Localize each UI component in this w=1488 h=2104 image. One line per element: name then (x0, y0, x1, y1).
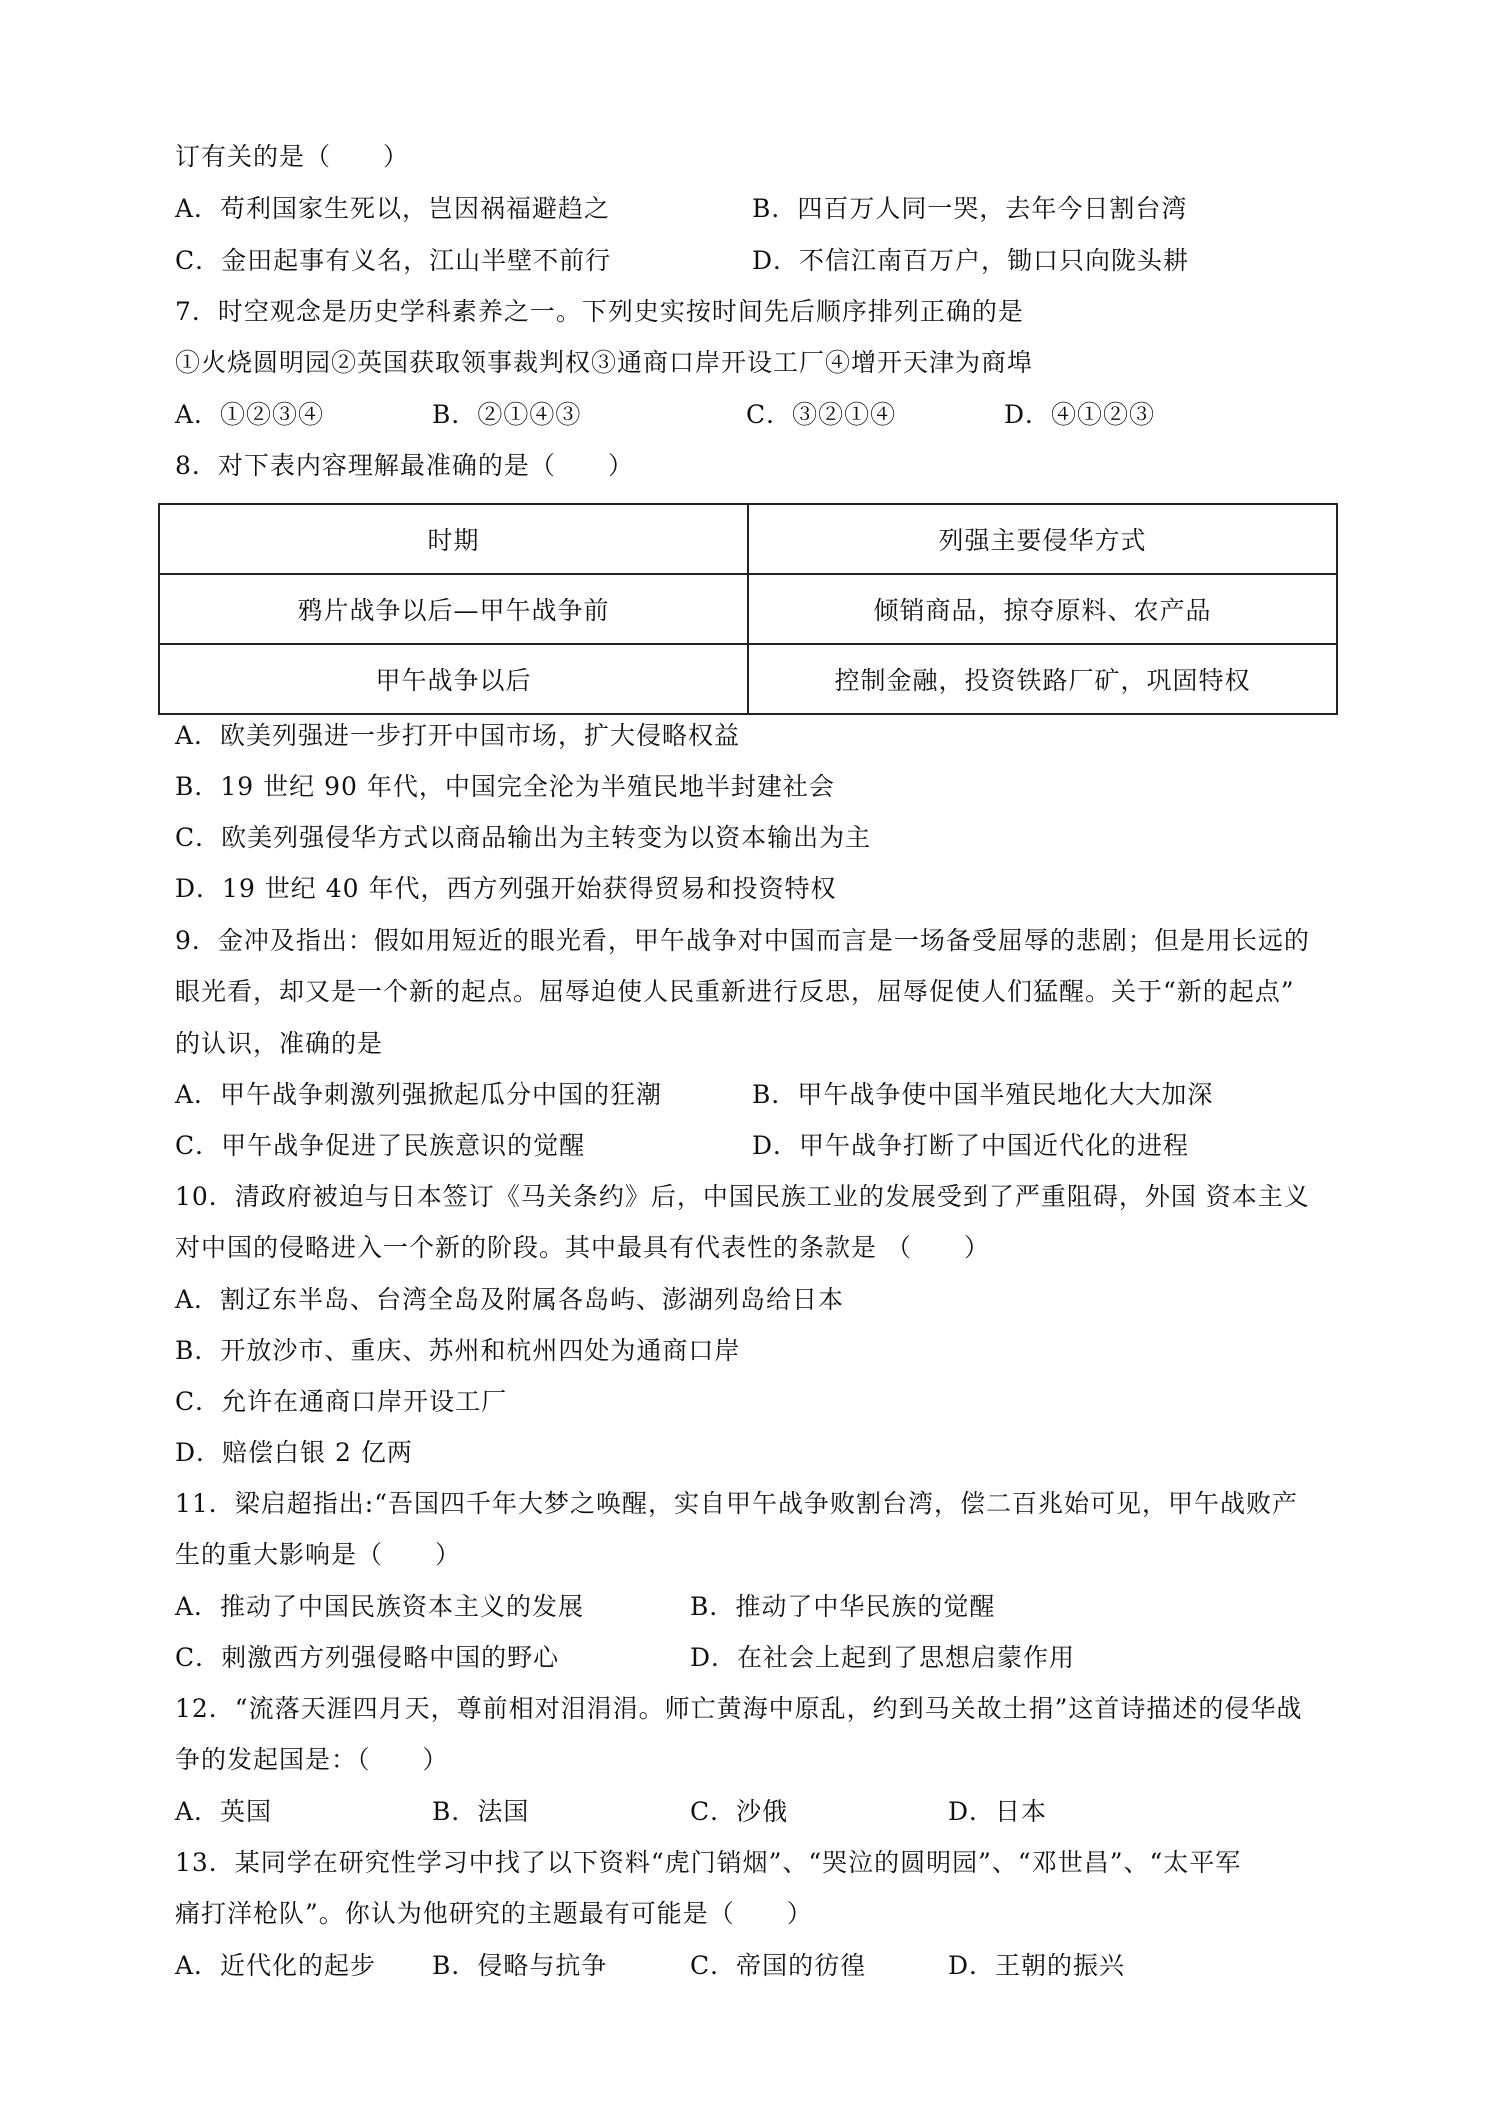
q12-option-c: C．沙俄 (690, 1797, 789, 1826)
q10-stem-line2: 对中国的侵略进入一个新的阶段。其中最具有代表性的条款是 （ ） (175, 1233, 990, 1262)
q7-option-c: C．③②①④ (746, 400, 897, 429)
q8-table (158, 503, 1338, 715)
table-cell: 甲午战争以后 (159, 644, 748, 714)
q11-option-a: A．推动了中国民族资本主义的发展 (175, 1592, 585, 1621)
q11-stem-line1: 11．梁启超指出:“吾国四千年大梦之唤醒，实自甲午战争败割台湾，偿二百兆始可见，甲午战败产 (175, 1489, 1299, 1518)
table-header-cell: 列强主要侵华方式 (748, 504, 1337, 574)
q12-stem-line2: 争的发起国是：（ ） (175, 1745, 449, 1774)
q6-stem-tail: 订有关的是（ ） (175, 142, 410, 171)
table-header-cell: 时期 (159, 504, 748, 574)
q8-option-b: B．19 世纪 90 年代，中国完全沦为半殖民地半封建社会 (175, 772, 835, 801)
q13-option-c: C．帝国的彷徨 (690, 1951, 867, 1980)
q7-option-d: D．④①②③ (1004, 400, 1156, 429)
q7-option-a: A．①②③④ (175, 400, 325, 429)
q12-stem-line1: 12．“流落天涯四月天，尊前相对泪涓涓。师亡黄海中原乱，约到马关故土捐”这首诗描述的侵华战 (175, 1694, 1303, 1723)
q7-option-b: B．②①④③ (432, 400, 582, 429)
q12-option-d: D．日本 (948, 1797, 1048, 1826)
q9-option-d: D．甲午战争打断了中国近代化的进程 (752, 1131, 1190, 1160)
table-row (159, 574, 1337, 644)
q11-option-c: C．刺激西方列强侵略中国的野心 (175, 1643, 560, 1672)
q8-option-c: C．欧美列强侵华方式以商品输出为主转变为以资本输出为主 (175, 823, 872, 852)
q6-option-b: B．四百万人同一哭，去年今日割台湾 (752, 194, 1188, 223)
q13-option-a: A．近代化的起步 (175, 1951, 377, 1980)
q9-stem-line2: 眼光看，却又是一个新的起点。屈辱迫使人民重新进行反思，屈辱促使人们猛醒。关于“新的起点” (175, 977, 1295, 1006)
q10-option-d: D．赔偿白银 2 亿两 (175, 1438, 413, 1467)
q11-option-d: D．在社会上起到了思想启蒙作用 (690, 1643, 1076, 1672)
q6-option-d: D．不信江南百万户，锄口只向陇头耕 (752, 246, 1190, 275)
q8-option-d: D．19 世纪 40 年代，西方列强开始获得贸易和投资特权 (175, 874, 837, 903)
table-cell: 倾销商品，掠夺原料、农产品 (748, 574, 1337, 644)
q9-stem-line1: 9．金冲及指出：假如用短近的眼光看，甲午战争对中国而言是一场备受屈辱的悲剧；但是用长远的 (175, 926, 1310, 955)
q9-stem-line3: 的认识，准确的是 (175, 1029, 384, 1058)
q10-stem-line1: 10．清政府被迫与日本签订《马关条约》后，中国民族工业的发展受到了严重阻碍，外国 资本主义 (175, 1182, 1310, 1211)
q6-option-c: C．金田起事有义名，江山半壁不前行 (175, 246, 612, 275)
q12-option-b: B．法国 (432, 1797, 530, 1826)
q9-option-a: A．甲午战争刺激列强掀起瓜分中国的狂潮 (175, 1080, 663, 1109)
q9-option-c: C．甲午战争促进了民族意识的觉醒 (175, 1131, 586, 1160)
table-cell: 鸦片战争以后—甲午战争前 (159, 574, 748, 644)
table-header-row (159, 504, 1337, 574)
q7-stem: 7．时空观念是历史学科素养之一。下列史实按时间先后顺序排列正确的是 (175, 297, 1024, 326)
table-cell: 控制金融，投资铁路厂矿，巩固特权 (748, 644, 1337, 714)
q13-option-b: B．侵略与抗争 (432, 1951, 608, 1980)
q10-option-a: A．割辽东半岛、台湾全岛及附属各岛屿、澎湖列岛给日本 (175, 1285, 845, 1314)
q10-option-c: C．允许在通商口岸开设工厂 (175, 1387, 508, 1416)
q12-option-a: A．英国 (175, 1797, 273, 1826)
q13-stem-line1: 13．某同学在研究性学习中找了以下资料“虎门销烟”、“哭泣的圆明园”、“邓世昌”、“太平军 (175, 1848, 1242, 1877)
q10-option-b: B．开放沙市、重庆、苏州和杭州四处为通商口岸 (175, 1336, 741, 1365)
q7-items: ①火烧圆明园②英国获取领事裁判权③通商口岸开设工厂④增开天津为商埠 (175, 348, 1034, 377)
q11-option-b: B．推动了中华民族的觉醒 (690, 1592, 996, 1621)
q13-option-d: D．王朝的振兴 (948, 1951, 1126, 1980)
q6-option-a: A．苟利国家生死以，岂因祸福避趋之 (175, 194, 611, 223)
table-row (159, 644, 1337, 714)
q9-option-b: B．甲午战争使中国半殖民地化大大加深 (752, 1080, 1214, 1109)
q8-option-a: A．欧美列强进一步打开中国市场，扩大侵略权益 (175, 721, 741, 750)
q11-stem-line2: 生的重大影响是（ ） (175, 1540, 462, 1569)
q13-stem-line2: 痛打洋枪队”。你认为他研究的主题最有可能是（ ） (175, 1899, 813, 1928)
q8-stem: 8．对下表内容理解最准确的是（ ） (175, 451, 634, 480)
